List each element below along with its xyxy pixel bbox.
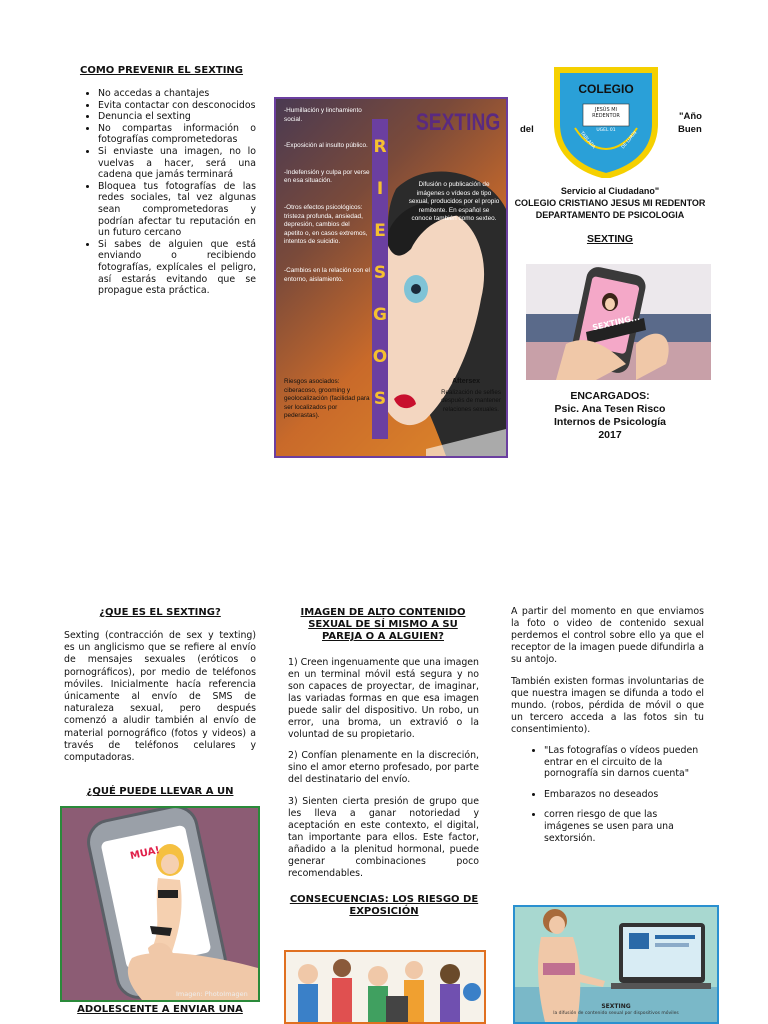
cover-department: DEPARTAMENTO DE PSICOLOGIA (535, 210, 685, 220)
cover-buen: Buen (678, 124, 702, 135)
poster-aftersex-text: Realización de selfies después de mantener relaciones sexuales. (441, 389, 501, 413)
computer-image-caption: SEXTING (601, 1003, 631, 1010)
reason-1: 1) Creen ingenuamente que una imagen en un terminal móvil está segura y no son capaces de proyectar, de imaginar, las variadas formas en que esa imagen puede salir del dispositivo. Un robo, un error, una broma, un extravió o la voluntad de su propietario. (288, 657, 479, 740)
prevent-tip: • Denuncia el sexting (98, 111, 256, 123)
risk-bullet: • "Las fotografías o vídeos pueden entrar en el circuito de la pornografía sin darnos cuenta" (544, 745, 705, 780)
poster-left-item: -Exposición al insulto público. (284, 142, 368, 150)
logo-banner-text: JESÚS MI REDENTOR (592, 107, 620, 119)
riesgos-letter: O (372, 347, 388, 367)
prevent-tip: • No compartas información o fotografías comprometedoras (98, 123, 256, 146)
poster-left-item: -Otros efectos psicológicos: tristeza profunda, ansiedad, depresión, cambios del apetito o, en casos extremos, intentos de suicidio. (284, 203, 368, 246)
image-watermark: Imagen: PhotoImagen (176, 990, 248, 998)
poster-left-item: -Humillación y linchamiento social. (284, 107, 362, 123)
riesgos-letter: S (373, 389, 387, 409)
riesgos-letter: R (373, 137, 387, 157)
poster-left-items (284, 107, 370, 302)
mua-label: MUA! (129, 844, 161, 863)
poster-aftersex-title: Aftersex (452, 378, 481, 385)
group-people-image (284, 950, 486, 1024)
cover-encargados: ENCARGADOS: (570, 390, 650, 402)
poster-associated: Riesgos asociados: ciberacoso, grooming y geolocalización (facilidad para ser localizados por pederastas). (284, 378, 370, 420)
cover-year: 2017 (598, 429, 622, 441)
what-leads-heading: ¿QUÉ PUEDE LLEVAR A UN (86, 786, 234, 797)
involuntary-paragraph: También existen formas involuntarias de que nuestra imagen se difunda a todo el mundo. (robos, pérdida de móvil o que un tercero acceda a las fotos sin tu consentimiento). (511, 676, 704, 735)
logo-left-text: TABLADA (578, 130, 596, 151)
poster-left-item: -Indefensión y culpa por verse en esa situación. (284, 168, 370, 185)
riesgos-poster (274, 97, 508, 458)
logo-ugel-text: UGEL 01 (596, 128, 616, 133)
what-is-heading: ¿QUE ES EL SEXTING? (99, 607, 221, 618)
cover-del: del (520, 124, 534, 135)
prevent-tip: • Bloquea tus fotografías de las redes sociales, tal vez algunas sean comprometedoras y podrían afectar tu reputación en un futuro cercano (98, 181, 256, 239)
prevent-tip: • Si sabes de alguien que está enviando o recibiendo fotografías, explícales el peligro, así estarás evitando que se propague esta práctica. (98, 239, 256, 297)
cover-ano: "Año (679, 111, 702, 122)
prevent-tips-list (80, 88, 256, 297)
riesgos-letter: I (376, 179, 384, 199)
logo-right-text: DE LURÍN (620, 130, 639, 151)
prevent-tip: • Evita contactar con desconocidos (98, 100, 256, 112)
reason-2: 2) Confían plenamente en la discreción, sino el amor eterno profesado, por parte del destinatario del envío. (288, 750, 479, 785)
poster-definition: Difusión o publicación de imágenes o vídeos de tipo sexual, producidos por el propio remitente. En español se conoce también como sexteo. (408, 181, 500, 223)
riesgos-letter: S (373, 263, 387, 283)
cover-psic: Psic. Ana Tesen Risco (554, 403, 666, 415)
risk-bullet: • Embarazos no deseados (544, 789, 705, 801)
prevent-tip: • Si enviaste una imagen, no lo vuelvas a hacer, será una cadena que jamás terminará (98, 146, 256, 181)
riesgos-letters (370, 137, 390, 431)
risk-bullet: • corren riesgo de que las imágenes se usen para una sextorsión. (544, 809, 705, 844)
prevent-tip: • No accedas a chantajes (98, 88, 256, 100)
cover-servicio: Servicio al Ciudadano" (560, 186, 660, 196)
logo-colegio-text: COLEGIO (578, 82, 634, 96)
risk-bullets (527, 745, 705, 853)
teen-phone-image (60, 806, 260, 1002)
consequences-heading: CONSECUENCIAS: LOS RIESGO DE EXPOSICIÓN (289, 894, 479, 917)
riesgos-letter: G (373, 305, 387, 325)
control-paragraph: A partir del momento en que enviamos la foto o video de contenido sexual perdemos el control sobre ello ya que el receptor de la imagen puede difundirla a su antojo. (511, 606, 704, 665)
poster-title: SEXTING (416, 109, 501, 136)
prevent-heading: COMO PREVENIR EL SEXTING (79, 65, 244, 76)
what-leads-heading-cont: ADOLESCENTE A ENVIAR UNA (77, 1004, 243, 1015)
computer-user-image (513, 905, 719, 1024)
cover-internos: Internos de Psicología (553, 416, 667, 428)
poster-left-item: -Cambios en la relación con el entorno, aislamiento. (284, 266, 370, 283)
cover-sexting-heading: SEXTING (586, 233, 634, 245)
school-logo (553, 66, 659, 178)
computer-image-subcaption: la difusión de contenido sexual por dispositivos móviles (553, 1011, 679, 1016)
what-is-paragraph: Sexting (contracción de sex y texting) es un anglicismo que se refiere al envío de mensajes sexuales (eróticos o pornográficos), por medio de teléfonos móviles. Inicialmente hacía referencia únicamente al envío de SMS de naturaleza sexual, pero después comenzó a aludir también al envío de material pornográfico (fotos y videos) a través de teléfonos celulares y computadoras. (64, 630, 256, 764)
cover-phone-label: SEXTING... (591, 312, 641, 333)
riesgos-letter: E (374, 221, 386, 241)
image-content-heading: IMAGEN DE ALTO CONTENIDO SEXUAL DE SÍ MISMO A SU PAREJA O A ALGUIEN? (300, 607, 466, 642)
cover-phone-image (526, 264, 711, 380)
reason-3: 3) Sienten cierta presión de grupo que les lleva a ganar notoriedad y aceptación en este contexto, el digital, tan importante para ellos. Este factor, añadido a la plenitud hormonal, puede generar combinaciones poco recomendables. (288, 796, 479, 879)
cover-school-name: COLEGIO CRISTIANO JESUS MI REDENTOR (514, 198, 706, 208)
